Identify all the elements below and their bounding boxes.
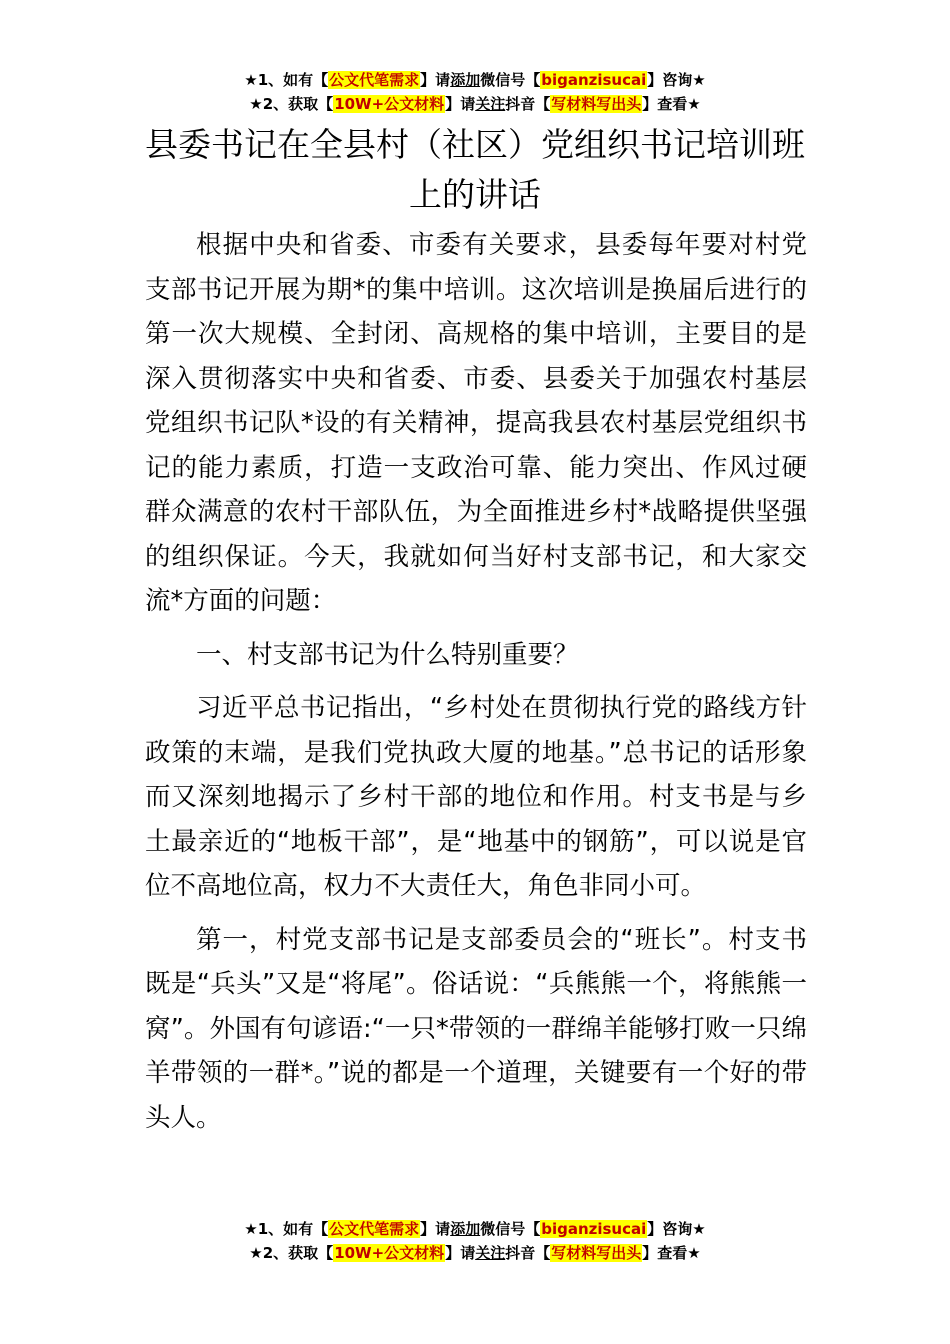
promo-line-1-mid2: 微信号【 (480, 71, 541, 89)
promo-materials-highlight: 10W+公文材料 (334, 1244, 445, 1262)
promo-service-highlight: 公文代笔需求 (329, 71, 420, 89)
promo-line-1-suffix: 】咨询★ (647, 1220, 706, 1238)
promo-line-2 (0, 92, 950, 116)
promo-follow-emphasis: 关注 (475, 1244, 506, 1262)
promo-follow-emphasis: 关注 (475, 95, 506, 113)
promo-line-2-mid2: 抖音【 (505, 95, 551, 113)
promo-materials-highlight: 10W+公文材料 (334, 95, 445, 113)
body-paragraph-intro: 根据中央和省委、市委有关要求，县委每年要对村党支部书记开展为期*的集中培训。这次培训是换届后进行的第一次大规模、全封闭、高规格的集中培训，主要目的是深入贯彻落实中央和省委、市委、县委关于加强农村基层党组织书记队*设的有关精神，提高我县农村基层党组织书记的能力素质，打造一支政治可靠、能力突出、作风过硬群众满意的农村干部队伍，为全面推进乡村*战略提供坚强的组织保证。今天，我就如何当好村支部书记，和大家交流*方面的问题： (145, 230, 807, 616)
promo-add-emphasis: 添加 (450, 71, 481, 89)
promo-line-1-mid: 】请 (420, 1220, 451, 1238)
promo-line-2-mid: 】请 (445, 95, 476, 113)
promo-line-1-mid: 】请 (420, 71, 451, 89)
promo-line-2-prefix: ★2、获取【 (249, 95, 334, 113)
promo-wechat-id: biganzisucai (541, 71, 647, 89)
body-paragraph-quote: 习近平总书记指出，“乡村处在贯彻执行党的路线方针政策的末端，是我们党执政大厦的地基。”总书记的话形象而又深刻地揭示了乡村干部的地位和作用。村支书是与乡土最亲近的“地板干部”，是“地基中的钢筋”，可以说是官位不高地位高，权力不大责任大，角色非同小可。 (145, 693, 807, 901)
promo-banner-top (0, 68, 950, 116)
promo-douyin-id: 写材料写出头 (551, 1244, 642, 1262)
promo-add-emphasis: 添加 (450, 1220, 481, 1238)
promo-line-1-suffix: 】咨询★ (647, 71, 706, 89)
promo-line-2-mid2: 抖音【 (505, 1244, 551, 1262)
promo-wechat-id: biganzisucai (541, 1220, 647, 1238)
document-title: 县委书记在全县村（社区）党组织书记培训班上的讲话 (145, 125, 805, 214)
promo-line-2-prefix: ★2、获取【 (249, 1244, 334, 1262)
promo-service-highlight: 公文代笔需求 (329, 1220, 420, 1238)
promo-line-1 (0, 68, 950, 92)
promo-line-2 (0, 1241, 950, 1265)
promo-line-1-prefix: ★1、如有【 (244, 71, 329, 89)
promo-douyin-id: 写材料写出头 (551, 95, 642, 113)
promo-line-1-mid2: 微信号【 (480, 1220, 541, 1238)
section-heading-1: 一、村支部书记为什么特别重要？ (196, 639, 579, 670)
document-body (145, 223, 807, 1149)
promo-line-2-mid: 】请 (445, 1244, 476, 1262)
promo-banner-bottom (0, 1217, 950, 1265)
body-paragraph-first-point: 第一，村党支部书记是支部委员会的“班长”。村支书既是“兵头”又是“将尾”。俗话说：“兵熊熊一个，将熊熊一窝”。外国有句谚语:“一只*带领的一群绵羊能够打败一只绵羊带领的一群*。”说的都是一个道理，关键要有一个好的带头人。 (145, 924, 807, 1133)
promo-line-2-suffix: 】查看★ (642, 95, 701, 113)
promo-line-1-prefix: ★1、如有【 (244, 1220, 329, 1238)
promo-line-1 (0, 1217, 950, 1241)
promo-line-2-suffix: 】查看★ (642, 1244, 701, 1262)
